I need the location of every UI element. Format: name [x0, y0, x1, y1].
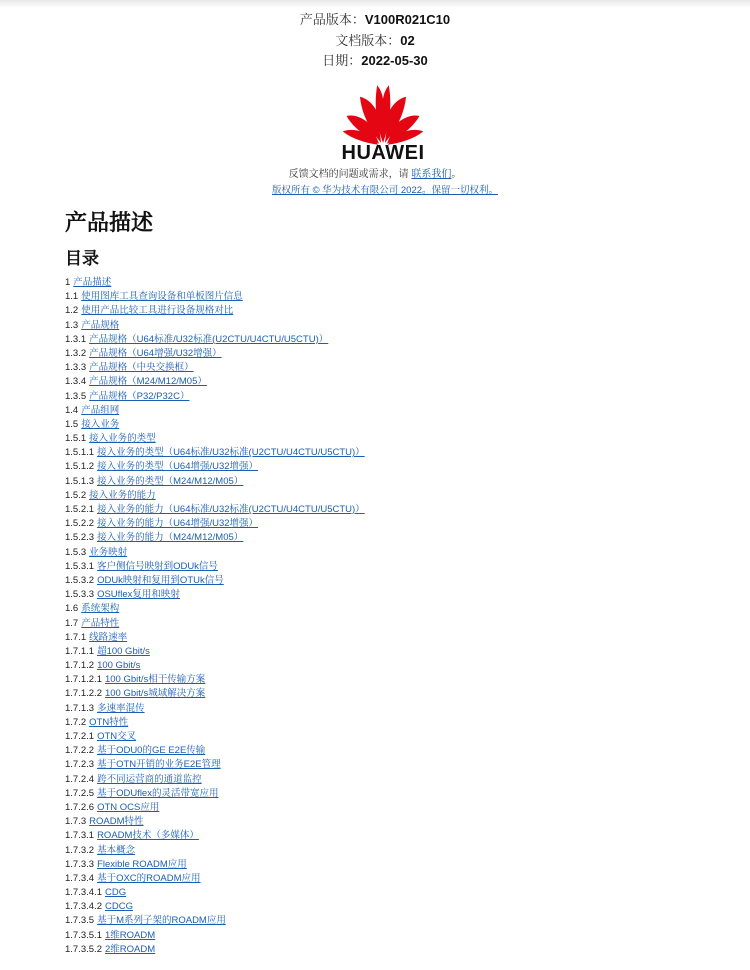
toc-link[interactable]: 接入业务的类型 — [89, 433, 156, 445]
toc-number: 1.7.3.2 — [65, 844, 95, 856]
toc-item — [65, 390, 365, 404]
toc-item — [65, 673, 365, 687]
toc-link[interactable]: 基于OXC的ROADM应用 — [97, 872, 201, 884]
toc-link[interactable]: 接入业务的类型（U64标准/U32标准(U2CTU/U4CTU/U5CTU)） — [97, 447, 365, 459]
toc-number: 1.5 — [65, 418, 79, 430]
toc-link[interactable]: 100 Gbit/s相干传输方案 — [104, 674, 206, 686]
toc-item — [65, 929, 365, 943]
toc-link[interactable]: 客户侧信号映射到ODUk信号 — [97, 560, 218, 572]
toc-link[interactable]: 1维ROADM — [104, 929, 156, 941]
toc-link[interactable]: 2维ROADM — [104, 943, 156, 955]
toc-item — [65, 546, 365, 560]
contact-us-link[interactable]: 联系我们 — [411, 169, 452, 180]
toc-link[interactable]: 产品特性 — [81, 617, 120, 629]
toc-number: 1.5.2.2 — [65, 518, 95, 530]
toc-item — [65, 517, 365, 531]
toc-number: 1.5.2.1 — [65, 504, 95, 515]
toc-number: 1.7.3.4 — [65, 872, 95, 884]
toc-item — [65, 858, 365, 872]
toc-number: 1.7.3.4.1 — [65, 887, 102, 899]
toc-number: 1.5.1.1 — [65, 447, 95, 459]
toc-number: 1.7.2.6 — [65, 801, 95, 813]
toc-link[interactable]: 接入业务的能力（U64标准/U32标准(U2CTU/U4CTU/U5CTU)） — [97, 504, 365, 515]
toc-item — [65, 574, 365, 588]
toc-link[interactable]: OSUflex复用和映射 — [97, 589, 180, 601]
toc-link[interactable]: 产品规格（U64标准/U32标准(U2CTU/U4CTU/U5CTU)） — [89, 333, 329, 345]
toc-item — [65, 829, 365, 843]
toc-link[interactable]: 产品规格（M24/M12/M05） — [89, 376, 207, 388]
toc-number: 1.5.3.2 — [65, 574, 95, 586]
doc-version-line — [0, 30, 750, 49]
toc-link[interactable]: OTN交叉 — [97, 731, 137, 742]
toc-link[interactable]: 使用图库工具查询设备和单板图片信息 — [81, 291, 243, 303]
toc-item — [65, 588, 365, 602]
toc-number: 1.2 — [65, 305, 79, 317]
toc-number: 1.4 — [65, 404, 79, 416]
feedback-line — [0, 165, 750, 180]
toc-item — [65, 418, 365, 432]
toc-link[interactable]: 线路速率 — [89, 631, 128, 643]
toc-item — [65, 773, 365, 787]
toc-link[interactable]: 产品组网 — [81, 404, 120, 416]
toc-item — [65, 787, 365, 801]
toc-number: 1.1 — [65, 291, 79, 303]
toc-number: 1.7.2 — [65, 716, 87, 728]
toc-number: 1.7.1.1 — [65, 645, 95, 657]
toc-link[interactable]: OTN OCS应用 — [97, 801, 160, 813]
toc-item — [65, 560, 365, 574]
toc-link[interactable]: 产品规格（P32/P32C） — [89, 390, 190, 402]
toc-item — [65, 432, 365, 446]
toc-heading: 目录 — [65, 249, 99, 268]
toc-link[interactable]: 基于ODU0的GE E2E传输 — [97, 745, 206, 757]
toc-item — [65, 815, 365, 829]
toc-item — [65, 744, 365, 758]
toc-item — [65, 886, 365, 900]
toc-link[interactable]: 基于ODUflex的灵活带宽应用 — [97, 787, 219, 799]
toc-number: 1.7.3.3 — [65, 858, 95, 870]
doc-version-value: 02 — [400, 33, 415, 48]
toc-link[interactable]: OTN特性 — [89, 716, 129, 728]
toc-item — [65, 531, 365, 545]
toc-number: 1.7.2.5 — [65, 787, 95, 799]
toc-item — [65, 602, 365, 616]
toc-item — [65, 319, 365, 333]
toc-number: 1.3.4 — [65, 376, 87, 388]
date-label: 日期： — [322, 53, 362, 68]
toc-number: 1.5.1 — [65, 433, 87, 445]
toc-number: 1.7.3.1 — [65, 830, 95, 842]
toc-number: 1.7.1.3 — [65, 702, 95, 714]
copyright-link[interactable]: 版权所有 © 华为技术有限公司 2022。保留一切权利。 — [271, 185, 499, 196]
toc-number: 1.7.3.5.2 — [65, 943, 102, 955]
toc-number: 1.3.5 — [65, 390, 87, 402]
toc-link[interactable]: 业务映射 — [89, 546, 128, 558]
toc-link[interactable]: 基本概念 — [97, 844, 136, 856]
toc-item — [65, 631, 365, 645]
toc-link[interactable]: ROADM特性 — [89, 816, 144, 828]
date-line — [0, 50, 750, 69]
toc-item — [65, 659, 365, 673]
toc-link[interactable]: 系统架构 — [81, 603, 120, 615]
toc-link[interactable]: 产品规格（中央交换框） — [89, 362, 194, 374]
product-version-label: 产品版本： — [299, 12, 365, 27]
toc-item — [65, 333, 365, 347]
toc-number: 1.5.2.3 — [65, 532, 95, 544]
toc-link[interactable]: 接入业务的能力（U64增强/U32增强） — [97, 518, 259, 530]
toc-number: 1.7.3.5 — [65, 915, 95, 927]
toc-number: 1.5.3.1 — [65, 560, 95, 572]
toc-number: 1.5.1.3 — [65, 475, 95, 487]
toc-item — [65, 503, 365, 517]
toc-number: 1.5.3.3 — [65, 589, 95, 601]
toc-item — [65, 375, 365, 389]
toc-item — [65, 290, 365, 304]
toc-number: 1.5.1.2 — [65, 461, 95, 473]
toc-number: 1.7.1.2.1 — [65, 674, 102, 686]
toc-item — [65, 475, 365, 489]
toc-number: 1.6 — [65, 603, 79, 615]
toc-number: 1.7.2.1 — [65, 731, 95, 742]
feedback-suffix: 。 — [451, 169, 462, 180]
doc-version-label: 文档版本： — [335, 33, 401, 48]
toc-item — [65, 617, 365, 631]
toc-number: 1.3.2 — [65, 347, 87, 359]
feedback-text: 反馈文档的问题或需求，请 — [288, 169, 412, 180]
toc-item — [65, 730, 365, 744]
toc-item — [65, 801, 365, 815]
copyright-line — [0, 182, 750, 196]
toc-number: 1.7 — [65, 617, 79, 629]
toc-link[interactable]: 基于M系列子架的ROADM应用 — [97, 915, 226, 927]
toc-item — [65, 716, 365, 730]
toc-number: 1.3.3 — [65, 362, 87, 374]
toc-link[interactable]: ODUk映射和复用到OTUk信号 — [97, 574, 224, 586]
toc-number: 1.7.3 — [65, 816, 87, 828]
toc-item — [65, 489, 365, 503]
toc-item — [65, 900, 365, 914]
toc-number: 1.7.2.3 — [65, 759, 95, 771]
toc-item — [65, 347, 365, 361]
toc-link[interactable]: 接入业务的类型（M24/M12/M05） — [97, 475, 244, 487]
toc-item — [65, 276, 365, 290]
toc-link[interactable]: 多速率混传 — [97, 702, 145, 714]
toc-link[interactable]: 跨不同运营商的通道监控 — [97, 773, 202, 785]
toc-item — [65, 446, 365, 460]
table-of-contents — [65, 276, 365, 957]
toc-link[interactable]: ROADM技术（多媒体） — [97, 830, 199, 842]
toc-link[interactable]: 100 Gbit/s城域解决方案 — [104, 688, 206, 700]
toc-link[interactable]: 产品规格 — [81, 319, 120, 331]
toc-number: 1.5.3 — [65, 546, 87, 558]
toc-item — [65, 758, 365, 772]
toc-number: 1.5.2 — [65, 489, 87, 501]
toc-link[interactable]: 使用产品比较工具进行设备规格对比 — [81, 305, 234, 317]
toc-item — [65, 702, 365, 716]
product-version-value: V100R021C10 — [364, 12, 451, 27]
toc-link[interactable]: 接入业务的能力 — [89, 489, 156, 501]
toc-link[interactable]: 产品描述 — [73, 277, 112, 288]
toc-item — [65, 872, 365, 886]
toc-number: 1.7.1.2.2 — [65, 688, 102, 700]
toc-number: 1.7.2.4 — [65, 773, 95, 785]
toc-item — [65, 460, 365, 474]
toc-number: 1.7.3.4.2 — [65, 901, 102, 913]
toc-number: 1.3 — [65, 319, 79, 331]
toc-item — [65, 304, 365, 318]
toc-link[interactable]: CDCG — [104, 901, 133, 913]
toc-link[interactable]: 接入业务的能力（M24/M12/M05） — [97, 532, 244, 544]
toc-number: 1.7.3.5.1 — [65, 929, 102, 941]
toc-item — [65, 844, 365, 858]
toc-link[interactable]: 超100 Gbit/s — [97, 645, 150, 657]
date-value: 2022-05-30 — [361, 53, 428, 68]
toc-number: 1.7.1.2 — [65, 660, 95, 672]
toc-link[interactable]: 接入业务的类型（U64增强/U32增强） — [97, 461, 259, 473]
toc-item — [65, 645, 365, 659]
toc-item — [65, 943, 365, 957]
toc-number: 1.3.1 — [65, 333, 87, 345]
product-version-line — [0, 9, 750, 28]
toc-link[interactable]: CDG — [104, 887, 127, 899]
toc-number: 1.7.1 — [65, 631, 87, 643]
toc-link[interactable]: 100 Gbit/s — [97, 660, 141, 672]
toc-link[interactable]: 接入业务 — [81, 418, 120, 430]
toc-item — [65, 361, 365, 375]
huawei-logo-text: HUAWEI — [341, 142, 425, 164]
toc-item — [65, 404, 365, 418]
page-title: 产品描述 — [65, 210, 154, 235]
toc-link[interactable]: Flexible ROADM应用 — [97, 858, 187, 870]
top-edge-shadow — [0, 0, 750, 8]
toc-link[interactable]: 产品规格（U64增强/U32增强） — [89, 347, 222, 359]
toc-number: 1.7.2.2 — [65, 745, 95, 757]
toc-link[interactable]: 基于OTN开销的业务E2E管理 — [97, 759, 221, 771]
toc-item — [65, 914, 365, 928]
toc-item — [65, 687, 365, 701]
toc-number: 1 — [65, 277, 71, 288]
